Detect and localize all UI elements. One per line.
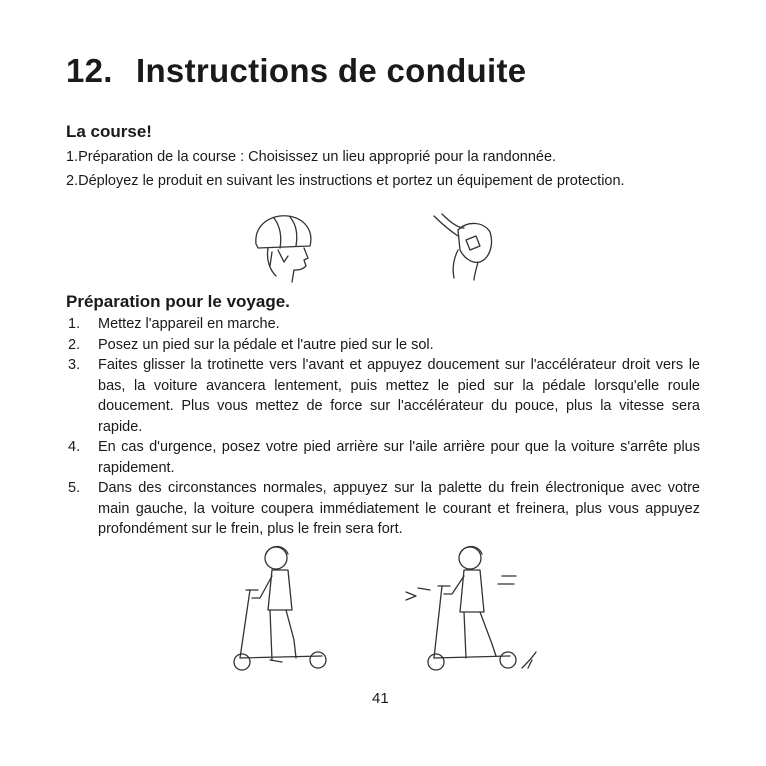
rider-moving-illustration <box>404 540 554 680</box>
list-item: 1. Mettez l'appareil en marche. <box>68 316 280 332</box>
course-heading: La course! <box>66 122 152 141</box>
list-item: 3. Faites glisser la trotinette vers l'avant et appuyez doucement sur l'accélérateur droit vers le bas, la voiture avancera lentement, puis mettez le pied sur la pédale lorsqu'elle roule doucement. Plus vous mettez de force sur l'accélérateur du pouce, plus la vitesse sera rapide. <box>68 357 700 435</box>
voyage-heading: Préparation pour le voyage. <box>66 292 290 311</box>
list-item: 5. Dans des circonstances normales, appuyez sur la palette du frein électronique avec votre main gauche, la voiture coupera immédiatement le courant et freinera, plus vous appuyez profondément sur le frein, plus le frein sera fort. <box>68 480 700 537</box>
rider-standing-illustration <box>226 540 336 680</box>
helmet-head-illustration <box>244 206 324 286</box>
course-step-2: 2.Déployez le produit en suivant les instructions et portez un équipement de protection. <box>66 173 625 189</box>
voyage-steps-list <box>66 314 700 540</box>
page-number: 41 <box>372 690 389 707</box>
chapter-title <box>66 52 526 90</box>
list-item: 4. En cas d'urgence, posez votre pied arrière sur l'aile arrière pour que la voiture s'arrête plus rapidement. <box>68 439 700 476</box>
list-item: 2. Posez un pied sur la pédale et l'autre pied sur le sol. <box>68 336 434 353</box>
chapter-title-text: Instructions de conduite <box>136 52 527 89</box>
course-step-1: 1.Préparation de la course : Choisissez un lieu approprié pour la randonnée. <box>66 149 557 165</box>
chapter-number: 12. <box>66 52 113 89</box>
knee-pad-illustration <box>428 206 500 282</box>
